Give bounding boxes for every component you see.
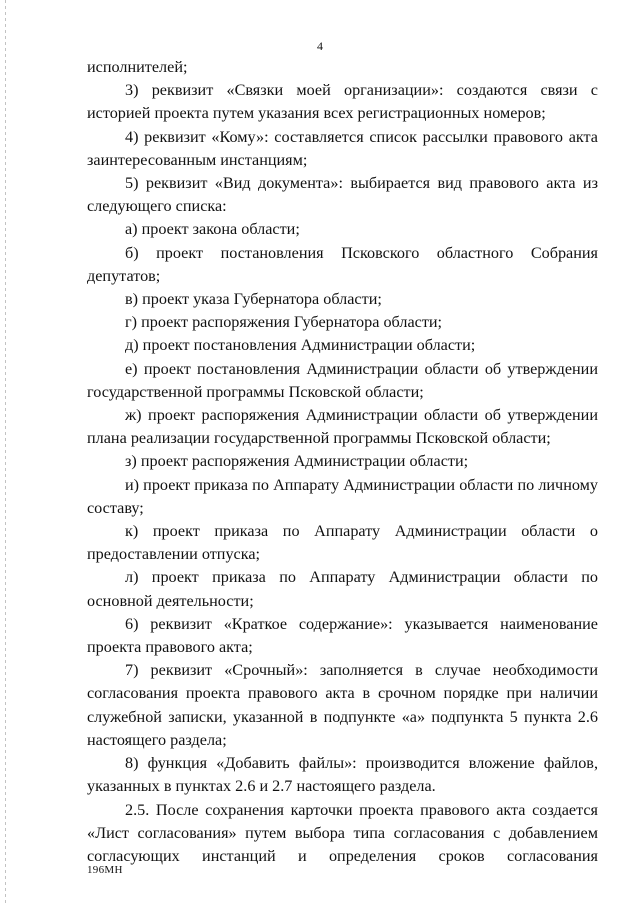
list-item-v: в) проект указа Губернатора области;	[125, 290, 382, 309]
list-item-e: е) проект постановления Администрации области об утверждении государственной программы Псковской области;	[87, 359, 598, 401]
paragraph-section-2-5: 2.5. После сохранения карточки проекта правового акта создается «Лист согласования» путем выбора типа согласования с добавлением согласующих инстанций и определения сроков согласования	[87, 800, 598, 865]
scan-edge-line	[5, 0, 6, 905]
list-item-g: г) проект распоряжения Губернатора области;	[125, 313, 443, 332]
page-number: 4	[317, 39, 323, 53]
document-body	[87, 56, 598, 868]
list-item-b: б) проект постановления Псковского областного Собрания депутатов;	[87, 243, 598, 285]
paragraph-continuation: исполнителей;	[87, 58, 188, 76]
paragraph-item-4: 4) реквизит «Кому»: составляется список рассылки правового акта заинтересованным инстанциям;	[87, 127, 598, 169]
paragraph-item-7: 7) реквизит «Срочный»: заполняется в случае необходимости согласования проекта правового акта в срочном порядке при наличии служебной записки, указанной в подпункте «а» подпункта 5 пункта 2.6 настоящего раздела;	[87, 661, 598, 749]
list-item-l: л) проект приказа по Аппарату Администрации области по основной деятельности;	[87, 568, 598, 610]
footer-code: 196МН	[87, 864, 123, 876]
paragraph-item-3: 3) реквизит «Связки моей организации»: создаются связи с историей проекта путем указания всех регистрационных номеров;	[87, 81, 598, 123]
list-item-zh: ж) проект распоряжения Администрации области об утверждении плана реализации государственной программы Псковской области;	[87, 406, 598, 448]
list-item-k: к) проект приказа по Аппарату Администрации области о предоставлении отпуска;	[87, 522, 598, 564]
list-item-z: з) проект распоряжения Администрации области;	[125, 452, 469, 471]
paragraph-item-5: 5) реквизит «Вид документа»: выбирается вид правового акта из следующего списка:	[87, 174, 598, 216]
list-item-d: д) проект постановления Администрации области;	[125, 336, 476, 355]
paragraph-item-8: 8) функция «Добавить файлы»: производится вложение файлов, указанных в пунктах 2.6 и 2.7 настоящего раздела.	[87, 754, 598, 796]
list-item-i: и) проект приказа по Аппарату Администрации области по личному составу;	[87, 475, 598, 517]
paragraph-item-6: 6) реквизит «Краткое содержание»: указывается наименование проекта правового акта;	[87, 614, 598, 657]
list-item-a: а) проект закона области;	[125, 220, 300, 239]
